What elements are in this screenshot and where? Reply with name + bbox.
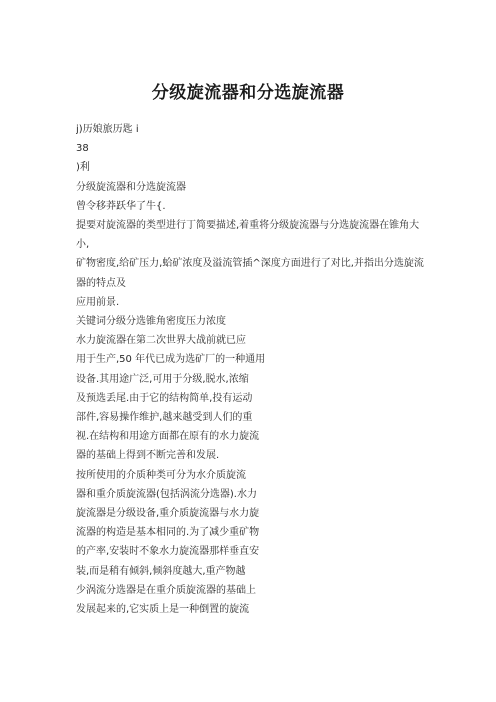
document-body [76, 120, 428, 619]
text-line: 关键词分级分选锥角密度压力浓度 [76, 316, 226, 328]
text-line: 水力旋流器在第二次世界大战前就已应 [76, 335, 246, 347]
document-title: 分级旋流器和分选旋流器 [151, 83, 345, 103]
text-line: 旋流器是分级设备,重介质旋流器与水力旋 [76, 508, 260, 520]
text-line: 部件,容易操作维护,越来越受到人们的重 [76, 412, 253, 424]
text-line: j)历娘旅历匙 i [76, 124, 139, 135]
text-line: 器的基础上得到不断完善和发展. [76, 450, 220, 462]
text-line: 矿物密度,给矿压力,蛤矿浓度及溢流管插^深度方面进行了对比,并指出分选旋流器的特点及 [76, 258, 424, 289]
text-line: 的产率,安装时不象水力旋流器那样垂直安 [76, 546, 260, 558]
text-line: 视.在结构和用途方面都在原有的水力旋流 [76, 431, 260, 443]
text-line: 分级旋流器和分选旋流器 [76, 181, 186, 193]
text-line: 设备.其用途广泛,可用于分级,脱水,浓缩 [76, 373, 249, 385]
text-line: 发展起来的,它实质上是一种倒置的旋流 [76, 604, 250, 616]
text-line: 流器的构造是基本相同的.为了减少重矿物 [76, 527, 260, 539]
text-line: 装,而是稍有倾斜,倾斜度越大,重产物越 [76, 565, 246, 577]
text-line: 及预选丢尾.由于它的结构简单,投有运动 [76, 392, 253, 404]
text-line: 器和重介质旋流器(包括涡流分选器).水力 [76, 488, 257, 500]
text-line: 按所使用的介质种类可分为水介质旋流 [76, 469, 246, 481]
text-line: 曾令移莽跃华了牛{. [76, 200, 166, 212]
text-line: )利 [76, 162, 90, 174]
text-line: 提要对旋流器的类型进行丁简要描述,着重将分级旋流器与分选旋流器在锥角大小, [76, 220, 420, 251]
text-line: 用于生产,50 年代已成为选矿厂的一种通用 [76, 354, 266, 366]
text-line: 应用前景. [76, 296, 120, 308]
text-line: 38 [76, 143, 89, 155]
text-line: 少涡流分选器是在重介质旋流器的基础上 [76, 584, 256, 596]
